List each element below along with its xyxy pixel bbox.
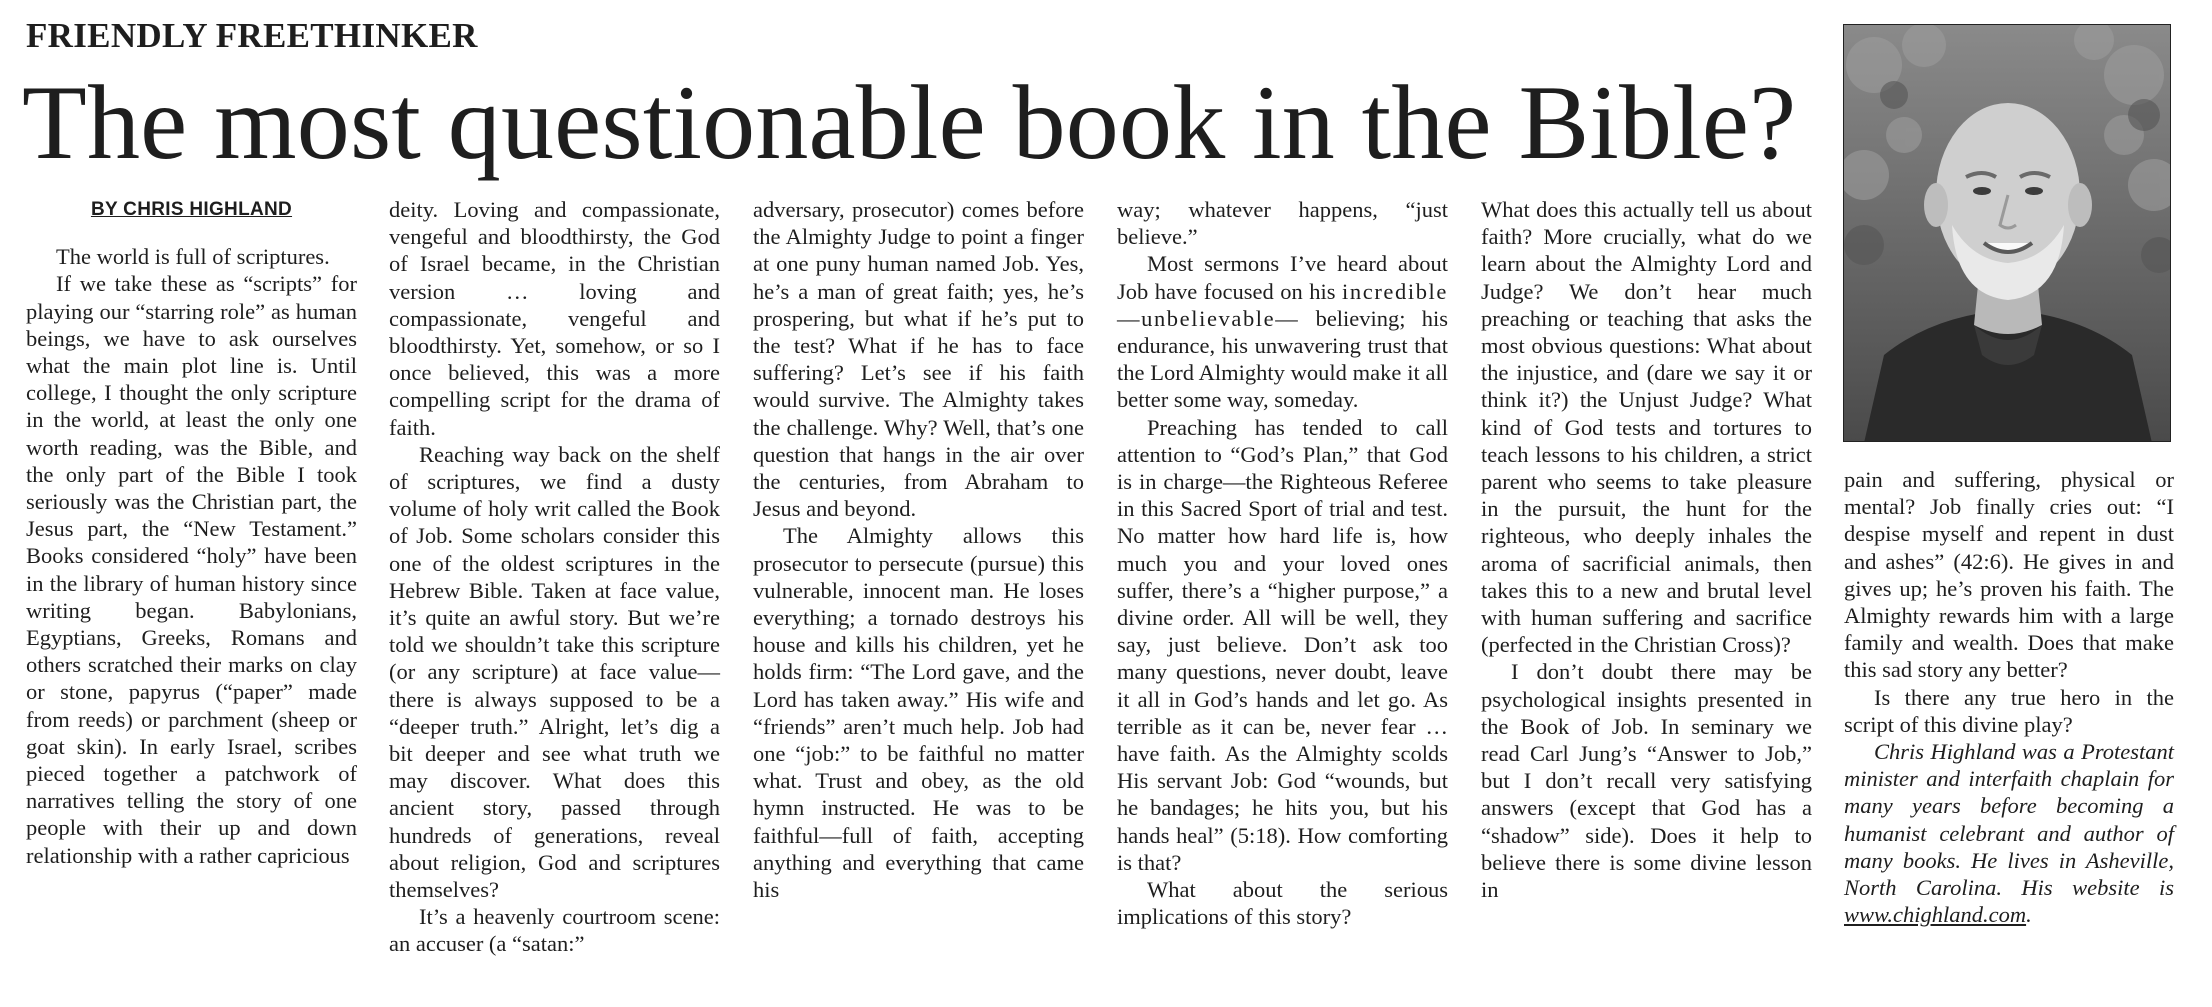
paragraph: What about the serious implications of this story? [1117, 877, 1448, 930]
column-3 [753, 196, 1084, 903]
paragraph: It’s a heavenly courtroom scene: an accuser (a “satan:” [389, 904, 720, 957]
column-5 [1481, 196, 1812, 903]
author-bio [1844, 738, 2174, 928]
author-photo [1843, 24, 2171, 442]
paragraph-text: Most sermons I’ve heard about Job have focused on his [1117, 251, 1448, 304]
byline: BY CHRIS HIGHLAND [90, 199, 293, 220]
paragraph: Preaching has tended to call attention to “God’s Plan,” that God is in charge—the Righteous Referee in this Sacred Sport of trial and test. No matter how hard life is, how much you and your loved ones suffer, there’s a “higher purpose,” a divine order. All will be well, they say, just believe. Don’t ask too many questions, never doubt, leave it all in God’s hands and let go. As terrible as it can be, never fear … have faith. As the Almighty scolds His servant Job: God “wounds, but he bandages; he hits you, but his hands heal” (5:18). How comforting is that? [1117, 414, 1448, 875]
kicker: FRIENDLY FREETHINKER [26, 16, 478, 55]
headline: The most questionable book in the Bible? [22, 64, 1797, 181]
paragraph: The world is full of scriptures. [56, 244, 330, 270]
paragraph-text: believing; his endurance, his unwavering trust that the Lord Almighty would make it all better some way, someday. [1117, 305, 1448, 413]
paragraph [1117, 250, 1448, 413]
paragraph: What does this actually tell us about faith? More crucially, what do we learn about the Almighty Lord and Judge? We don’t hear much preaching or teaching that asks the most obvious questions: What about the injustice, and (dare we say it or think it?) the Unjust Judge? What kind of God tests and tortures to teach lessons to his children, a strict parent who seems to take pleasure in the pursuit, the hunt for the righteous, who deeply inhales the aroma of sacrificial animals, then takes this to a new and brutal level with human suffering and sacrifice (perfected in the Christian Cross)? [1481, 197, 1812, 658]
spaced-phrase: incredible—unbelievable— [1117, 278, 1448, 331]
column-2 [389, 196, 720, 958]
paragraph: Reaching way back on the shelf of scriptures, we find a dusty volume of holy writ called the Book of Job. Some scholars consider this one of the oldest scriptures in the Hebrew Bible. Taken at face value, it’s quite an awful story. But we’re told we shouldn’t take this scripture (or any scripture) at face value—there is always supposed to be a “deeper truth.” Alright, let’s dig a bit deeper and see what truth we may discover. What does this ancient story, passed through hundreds of generations, reveal about religion, God and scriptures themselves? [389, 441, 720, 903]
paragraph: I don’t doubt there may be psychological insights presented in the Book of Job. In seminary we read Carl Jung’s “Answer to Job,” but I don’t recall very satisfying answers (except that God has a “shadow” side). Does it help to believe there is some divine lesson in [1481, 659, 1812, 903]
column-4 [1117, 196, 1448, 930]
paragraph: pain and suffering, physical or mental? Job finally cries out: “I despise myself and repent in dust and ashes” (42:6). He gives in and gives up; he’s proven his faith. The Almighty rewards him with a large family and wealth. Does that make this sad story any better? [1844, 467, 2174, 683]
bio-text: Chris Highland was a Protestant minister and interfaith chaplain for many years before becoming a humanist celebrant and author of many books. He lives in Asheville, North Carolina. His website is [1844, 739, 2174, 901]
paragraph: adversary, prosecutor) comes before the Almighty Judge to point a finger at one puny human named Job. Yes, he’s a man of great faith; yes, he’s prospering, but what if he’s put to the test? What if he has to face suffering? Let’s see if his faith would survive. The Almighty takes the challenge. Why? Well, that’s one question that hangs in the air over the centuries, from Abraham to Jesus and beyond. [753, 197, 1084, 522]
bio-end: . [2026, 902, 2032, 928]
paragraph: deity. Loving and compassionate, vengeful and bloodthirsty, the God of Israel became, in the Christian version … loving and compassionate, vengeful and bloodthirsty. Yet, somehow, or so I once believed, this was a more compelling script for the drama of faith. [389, 197, 720, 440]
paragraph: way; whatever happens, “just believe.” [1117, 197, 1448, 250]
website-link[interactable]: www.chighland.com [1844, 902, 2027, 928]
column-6 [1844, 466, 2174, 928]
paragraph: If we take these as “scripts” for playing our “starring role” as human beings, we have to ask ourselves what the main plot line is. Until college, I thought the only scripture in the world, at least the only one worth reading, was the Bible, and the only part of the Bible I took seriously was the Christian part, the Jesus part, the “New Testament.” Books considered “holy” have been in the library of human history since writing began. Babylonians, Egyptians, Greeks, Romans and others scratched their marks on clay or stone, papyrus (“paper” made from reeds) or parchment (sheep or goat skin). In early Israel, scribes pieced together a patchwork of narratives telling the story of one people with their up and down relationship with a rather capricious [26, 271, 357, 868]
paragraph: The Almighty allows this prosecutor to persecute (pursue) this vulnerable, innocent man. He loses everything; a tornado destroys his house and kills his children, yet he holds firm: “The Lord gave, and the Lord has taken away.” His wife and “friends” aren’t much help. Job had one “job:” to be faithful no matter what. Trust and obey, as the old hymn instructed. He was to be faithful—full of faith, accepting anything and everything that came his [753, 523, 1084, 903]
paragraph: Is there any true hero in the script of this divine play? [1844, 684, 2174, 737]
column-1 [26, 196, 357, 869]
portrait-image [1844, 25, 2171, 442]
